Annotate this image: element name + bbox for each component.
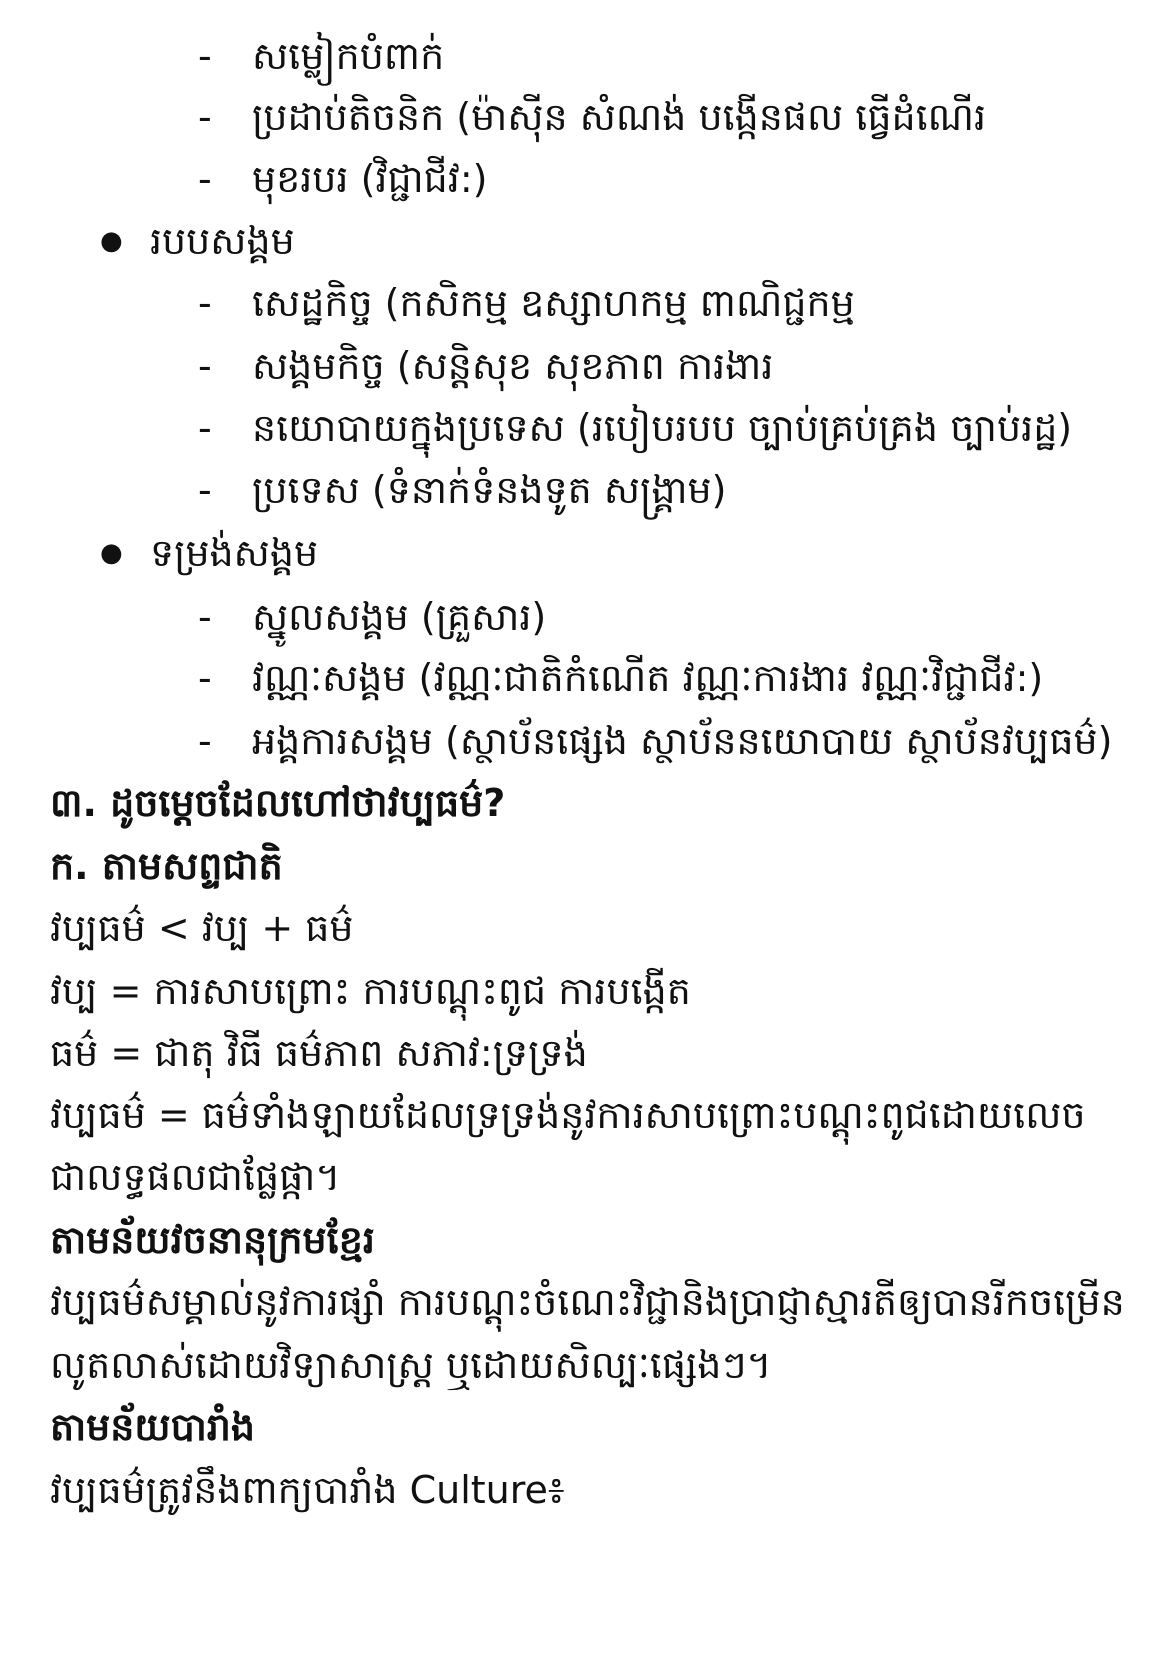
dash-marker: - [198, 280, 212, 325]
dash-marker: - [198, 405, 212, 450]
bullet-marker: ● [100, 225, 123, 256]
dash-marker: - [198, 33, 212, 78]
paragraph-text: លូតលាស់ដោយវិទ្យាសាស្ត្រ ឬដោយសិល្បៈផ្សេងៗ។ [50, 1342, 772, 1387]
list-item-text: ស្នូលសង្គម (គ្រួសារ) [252, 594, 547, 639]
list-item-text: ប្រដាប់តិចនិក (ម៉ាស៊ីន សំណង់ បង្កើនផល ធ្វើដំណើរ [252, 94, 987, 139]
list-item-text: នយោបាយក្នុងប្រទេស (របៀបរបប ច្បាប់គ្រប់គ្រង ច្បាប់រដ្ឋ) [252, 405, 1073, 450]
paragraph-text: វប្បធម៌ < វប្ប + ធម៌ [50, 905, 354, 950]
paragraph-text: វប្បធម៌សម្គាល់នូវការផ្សាំ ការបណ្តុះចំណេះវិជ្ជានិងប្រាជ្ញាស្មារតីឲ្យបានរីកចម្រើន [50, 1279, 1125, 1324]
list-item-text: អង្គការសង្គម (ស្ថាប័នផ្សេង ស្ថាប័ននយោបាយ ស្ថាប័នវប្បធម៌) [252, 718, 1113, 763]
paragraph-text: ជាលទ្ធផលជាផ្លែផ្កា។ [50, 1154, 341, 1199]
paragraph-text: វប្ប = ការសាបព្រោះ ការបណ្តុះពូជ ការបង្កើត [50, 968, 691, 1013]
dash-marker: - [198, 655, 212, 700]
bullet-marker: ● [100, 537, 123, 568]
paragraph-text: វប្បធម៌ត្រូវនឹងពាក្យបារាំង Culture៖ [50, 1467, 565, 1512]
dash-marker: - [198, 156, 212, 201]
section-heading-text: ៣. ដូចម្តេចដែលហៅថាវប្បធម៌? [50, 780, 506, 825]
list-item-text: វណ្ណៈសង្គម (វណ្ណៈជាតិកំណើត វណ្ណៈការងារ វណ្ណៈវិជ្ជាជីវ:) [252, 655, 1044, 700]
subsection-heading-text: តាមន័យបារាំង [50, 1404, 256, 1449]
dash-marker: - [198, 343, 212, 388]
paragraph-text: វប្បធម៌ = ធម៌ទាំងឡាយដែលទ្រទ្រង់នូវការសាបព្រោះបណ្តុះពូជដោយលេច [50, 1092, 1086, 1137]
dash-marker: - [198, 594, 212, 639]
dash-marker: - [198, 94, 212, 139]
subsection-heading-text: តាមន័យវចនានុក្រមខ្មែរ [50, 1217, 375, 1262]
paragraph-text: ធម៌ = ជាតុ វិធី ធម៌ភាព សភាវ:ទ្រទ្រង់ [50, 1030, 588, 1075]
list-item-text: សម្លៀកបំពាក់ [252, 33, 445, 78]
bullet-item-text: ទម្រង់សង្គម [150, 530, 319, 575]
bullet-item-text: របបសង្គម [150, 218, 295, 263]
list-item-text: សេដ្ឋកិច្ច (កសិកម្ម ឧស្សាហកម្ម ពាណិជ្ជកម្ម [252, 280, 855, 325]
list-item-text: មុខរបរ (វិជ្ជាជីវ:) [252, 156, 488, 201]
list-item-text: ប្រទេស (ទំនាក់ទំនងទូត សង្គ្រាម) [252, 467, 727, 512]
list-item-text: សង្គមកិច្ច (សន្តិសុខ សុខភាព ការងារ [252, 343, 774, 388]
dash-marker: - [198, 467, 212, 512]
dash-marker: - [198, 718, 212, 763]
subsection-heading-text: ក. តាមសព្ទជាតិ [50, 843, 283, 888]
